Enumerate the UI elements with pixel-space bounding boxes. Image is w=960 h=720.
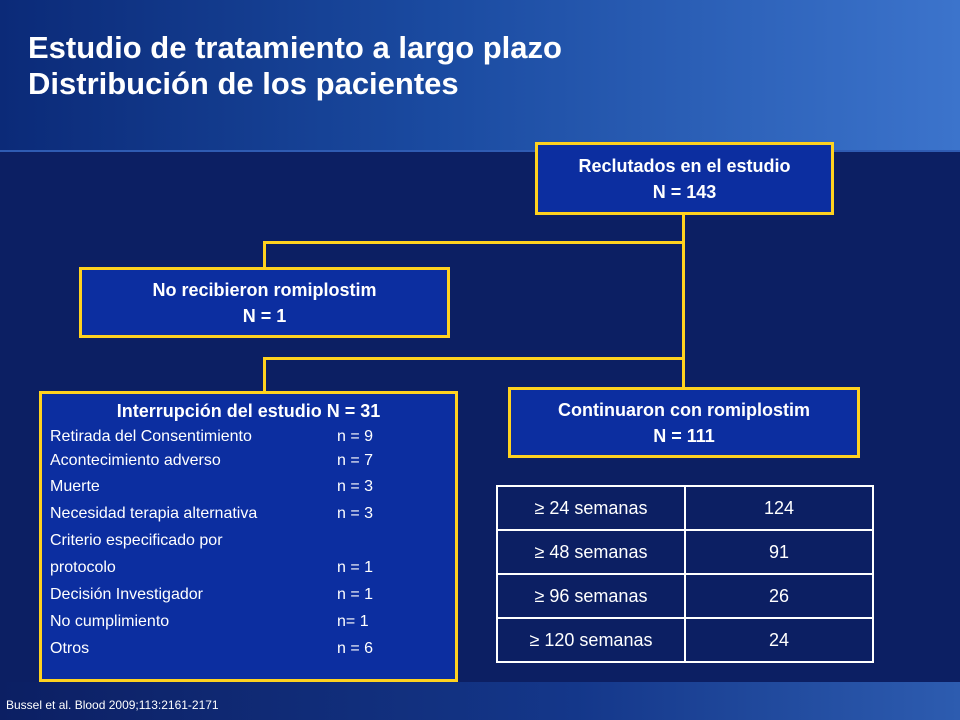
reason-label: No cumplimiento xyxy=(50,613,170,630)
table-row xyxy=(497,574,873,618)
table-row xyxy=(497,618,873,662)
reason-label: protocolo xyxy=(50,559,116,576)
connector-branch-interrupcion-h xyxy=(263,357,685,360)
reason-label: Criterio especificado por xyxy=(50,532,223,549)
reason-label: Decisión Investigador xyxy=(50,586,203,603)
box-no-recibieron-n: N = 1 xyxy=(242,306,287,326)
reason-row xyxy=(50,635,455,662)
reason-value xyxy=(337,527,447,554)
reason-label: Retirada del Consentimiento xyxy=(50,428,252,445)
weeks-table xyxy=(496,485,874,663)
reason-row xyxy=(50,473,455,500)
reason-row xyxy=(50,449,455,473)
box-reclutados-n: N = 143 xyxy=(652,182,717,202)
table-row xyxy=(497,530,873,574)
reason-value: n = 1 xyxy=(337,586,374,603)
reason-row xyxy=(50,554,455,581)
box-no-recibieron-label: No recibieron romiplostim xyxy=(152,280,377,300)
reason-value: n = 9 xyxy=(337,428,374,445)
reason-value: n = 3 xyxy=(337,505,374,522)
count-cell: 91 xyxy=(685,530,873,574)
citation: Bussel et al. Blood 2009;113:2161-2171 xyxy=(6,698,219,712)
count-cell: 24 xyxy=(685,618,873,662)
reason-value: n = 1 xyxy=(337,559,374,576)
weeks-cell: ≥ 24 semanas xyxy=(497,486,685,530)
slide-title-line-2: Distribución de los pacientes xyxy=(28,66,459,101)
box-continuaron-n: N = 111 xyxy=(653,426,715,446)
reason-row xyxy=(50,527,455,554)
reason-row xyxy=(50,581,455,608)
weeks-cell: ≥ 96 semanas xyxy=(497,574,685,618)
reason-value: n = 7 xyxy=(337,452,374,469)
count-cell: 124 xyxy=(685,486,873,530)
box-reclutados xyxy=(535,142,834,215)
reason-label: Acontecimiento adverso xyxy=(50,452,221,469)
reason-label: Muerte xyxy=(50,478,100,495)
connector-branch-no-recibieron-v xyxy=(263,241,266,267)
connector-branch-no-recibieron-h xyxy=(263,241,685,244)
box-no-recibieron xyxy=(79,267,450,338)
connector-branch-interrupcion-v xyxy=(263,357,266,391)
table-row xyxy=(497,486,873,530)
reason-row xyxy=(50,608,455,635)
weeks-cell: ≥ 120 semanas xyxy=(497,618,685,662)
reason-value: n = 6 xyxy=(337,640,374,657)
reason-value: n= 1 xyxy=(337,613,369,630)
slide-title xyxy=(28,30,562,102)
box-continuaron-label: Continuaron con romiplostim xyxy=(558,400,810,420)
box-interrupcion xyxy=(39,391,458,682)
reason-value: n = 3 xyxy=(337,478,374,495)
reason-row xyxy=(50,500,455,527)
reason-label: Necesidad terapia alternativa xyxy=(50,505,258,522)
count-cell: 26 xyxy=(685,574,873,618)
box-continuaron xyxy=(508,387,860,458)
weeks-cell: ≥ 48 semanas xyxy=(497,530,685,574)
box-interrupcion-label: Interrupción del estudio N = 31 xyxy=(116,401,381,421)
slide-title-line-1: Estudio de tratamiento a largo plazo xyxy=(28,30,562,65)
box-reclutados-label: Reclutados en el estudio xyxy=(578,156,791,176)
reason-row xyxy=(50,425,455,449)
reason-label: Otros xyxy=(50,640,90,657)
